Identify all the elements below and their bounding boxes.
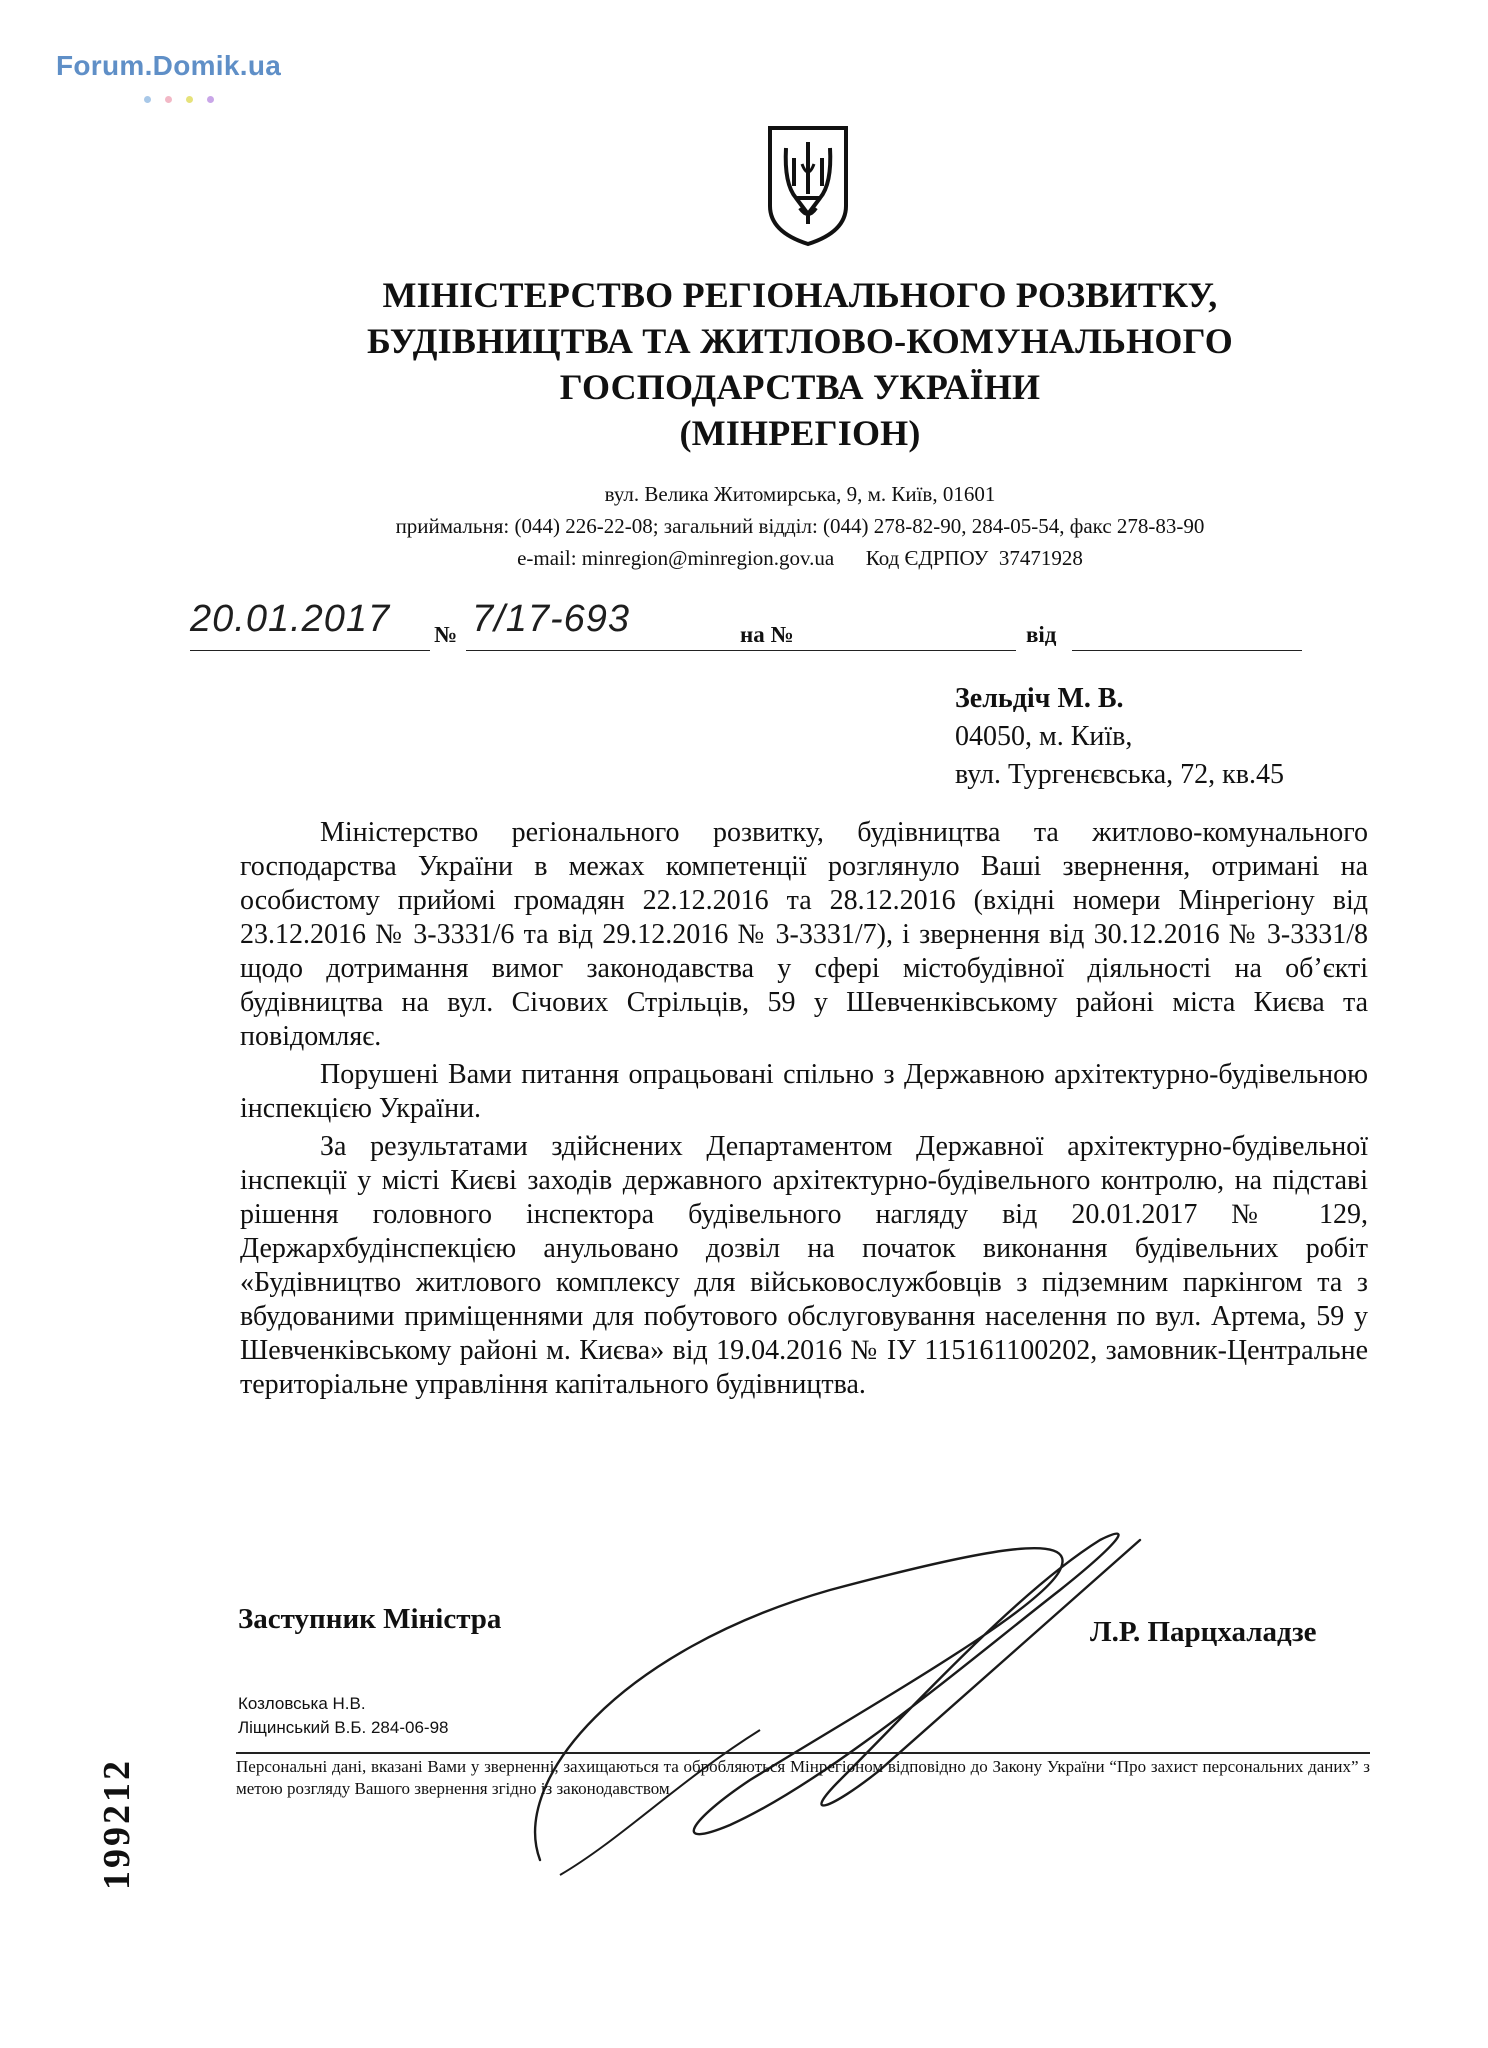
addressee-name: Зельдіч М. В.: [955, 683, 1124, 714]
body-paragraph: Міністерство регіонального розвитку, будівництва та житлово-комунального господарства України в межах компетенції розглянуло Ваші звернення, отримані на особистому прийомі громадян 22.12.2016 та 28.12.2016 (вхідні номери Мінрегіону від 23.12.2016 № 3-3331/6 та від 29.12.2016 № 3-3331/7), і звернення від 30.12.2016 № 3-3331/8 щодо дотримання вимог законодавства у сфері містобудівної діяльності на об’єкті будівництва на вул. Січових Стрільців, 59 у Шевченківському районі міста Києва та повідомляє.: [240, 817, 1368, 1052]
watermark-text: Forum.Domik.ua: [56, 50, 282, 81]
watermark-dots: [144, 90, 244, 100]
executors-block: [238, 1692, 448, 1740]
reply-to-underline: [806, 650, 1016, 651]
ministry-email-code: e-mail: minregion@minregion.gov.ua Код ЄДРПОУ 37471928: [517, 546, 1083, 570]
from-label: від: [1026, 622, 1057, 647]
ministry-address: вул. Велика Житомирська, 9, м. Київ, 01601: [604, 482, 996, 506]
ministry-abbreviation: (МІНРЕГІОН): [679, 413, 921, 453]
ministry-contacts: [250, 478, 1350, 574]
number-label: №: [434, 622, 458, 647]
forum-watermark: [56, 50, 281, 82]
reply-to-label: на №: [740, 622, 794, 647]
ministry-title-line: МІНІСТЕРСТВО РЕГІОНАЛЬНОГО РОЗВИТКУ,: [382, 275, 1218, 315]
executor-line: Козловська Н.В.: [238, 1694, 366, 1713]
personal-data-footnote: Персональні дані, вказані Вами у зверненні, захищаються та обробляються Мінрегіоном відповідно до Закону України “Про захист персональних даних” з метою розгляду Вашого звернення згідно із законодавством: [236, 1757, 1370, 1798]
ministry-title-line: ГОСПОДАРСТВА УКРАЇНИ: [559, 367, 1041, 407]
side-registration-number: 199212: [96, 1758, 138, 1890]
body-paragraph: За результатами здійснених Департаментом Державної архітектурно-будівельної інспекції у місті Києві заходів державного архітектурно-будівельного контролю, на підставі рішення головного інспектора будівельного нагляду від 20.01.2017 № 129, Держархбудінспекцією анульовано дозвіл на початок виконання будівельних робіт «Будівництво житлового комплексу для військовослужбовців з підземним паркінгом та з вбудованими приміщеннями для побутового обслуговування населення по вул. Артема, 59 у Шевченківському районі м. Києва» від 19.04.2016 № ІУ 115161100202, замовник-Центральне територіальне управління капітального будівництва.: [240, 1131, 1368, 1400]
watermark-dot: [207, 96, 214, 103]
footnote-divider: [236, 1752, 1370, 1754]
ministry-phones: приймальня: (044) 226-22-08; загальний відділ: (044) 278-82-90, 284-05-54, факс 278-83-90: [395, 514, 1205, 538]
ministry-title-line: БУДІВНИЦТВА ТА ЖИТЛОВО-КОМУНАЛЬНОГО: [367, 321, 1233, 361]
trident-coat-of-arms-icon: [766, 124, 850, 248]
addressee-city: 04050, м. Київ,: [955, 721, 1133, 752]
signatory-name: Л.Р. Парцхаладзе: [1090, 1616, 1317, 1648]
watermark-dot: [165, 96, 172, 103]
ministry-title: [250, 272, 1350, 456]
handwritten-signature: [500, 1480, 1200, 1900]
registration-line: [190, 598, 1310, 656]
watermark-dot: [186, 96, 193, 103]
body-paragraph: Порушені Вами питання опрацьовані спільно з Державною архітектурно-будівельною інспекцією України.: [240, 1059, 1368, 1124]
executor-line: Ліщинський В.Б. 284-06-98: [238, 1718, 449, 1737]
signatory-role: Заступник Міністра: [238, 1603, 502, 1635]
outgoing-date: 20.01.2017: [190, 598, 391, 640]
outgoing-number: 7/17-693: [472, 598, 631, 640]
letter-body: [240, 816, 1368, 1406]
date-underline: [190, 650, 430, 651]
watermark-dot: [144, 96, 151, 103]
addressee-block: [955, 680, 1284, 794]
addressee-street: вул. Тургенєвська, 72, кв.45: [955, 759, 1284, 790]
from-underline: [1072, 650, 1302, 651]
